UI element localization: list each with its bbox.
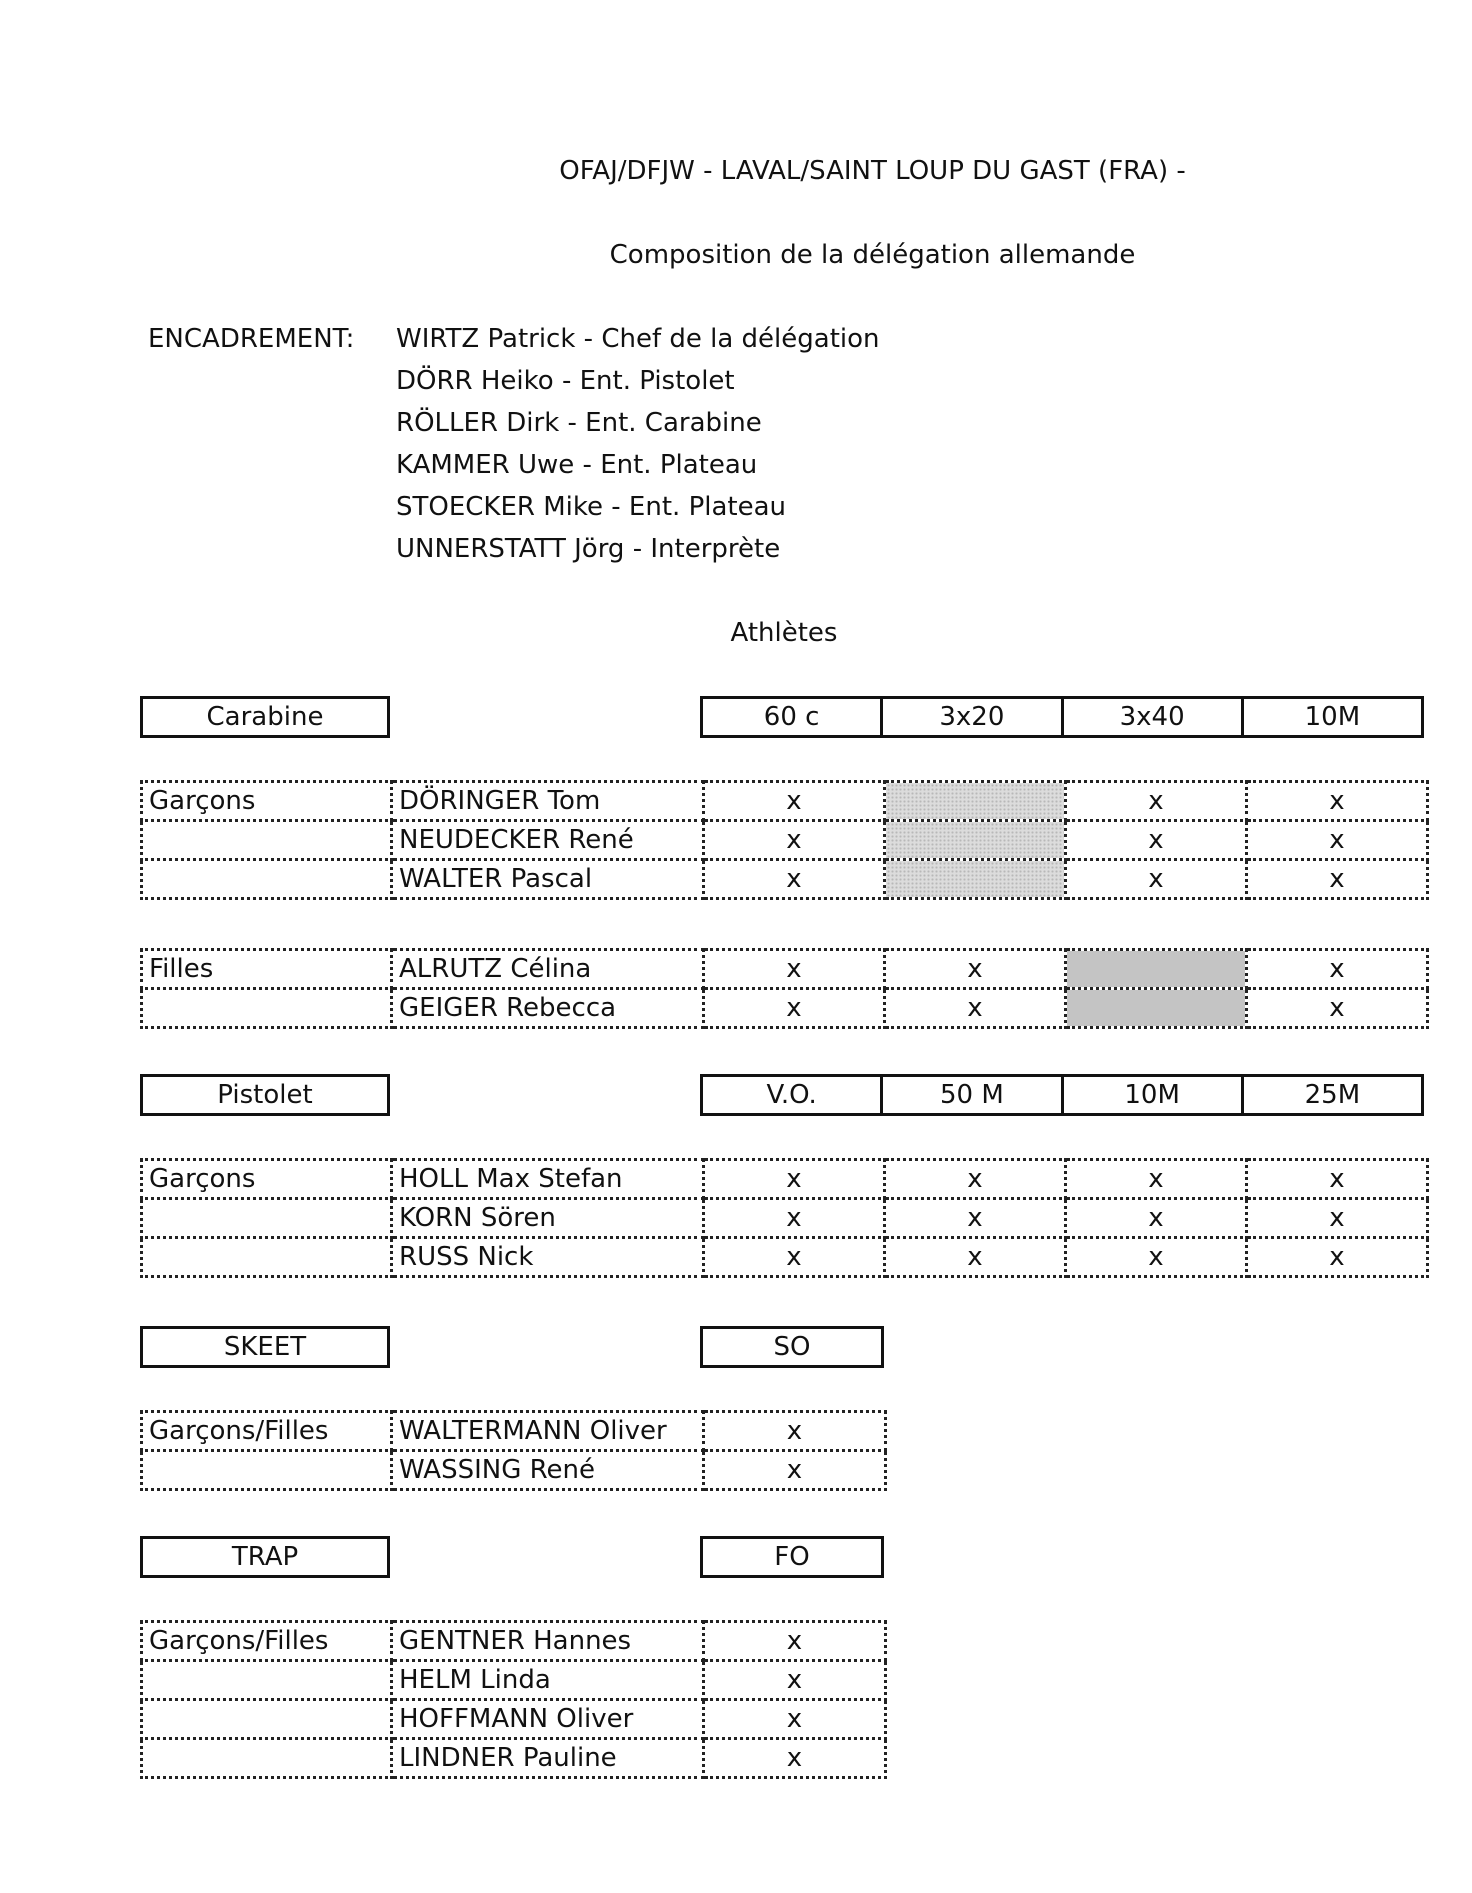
mark-cell: x <box>704 860 885 899</box>
group-label-empty <box>142 1238 392 1277</box>
group-label: Garçons <box>142 1160 392 1199</box>
carabine-col-header: 3x20 <box>880 699 1060 735</box>
mark-cell-shaded <box>1066 950 1247 989</box>
mark-cell: x <box>704 1739 886 1778</box>
mark-cell: x <box>885 950 1066 989</box>
group-label-empty <box>142 860 392 899</box>
group-label-empty <box>142 1199 392 1238</box>
pistolet-col-header: 50 M <box>880 1077 1060 1113</box>
mark-cell: x <box>704 1238 885 1277</box>
mark-cell: x <box>1247 860 1428 899</box>
group-label-empty <box>142 1661 392 1700</box>
group-label-empty <box>142 989 392 1028</box>
table-row <box>142 1412 886 1451</box>
athlete-name: HELM Linda <box>392 1661 704 1700</box>
skeet-col-header: SO <box>773 1332 811 1362</box>
carabine-columns-header <box>700 696 1424 738</box>
pistolet-title-box <box>140 1074 390 1116</box>
mark-cell: x <box>1066 821 1247 860</box>
group-label-empty <box>142 1739 392 1778</box>
skeet-title-box <box>140 1326 390 1368</box>
table-row <box>142 1661 886 1700</box>
carabine-title: Carabine <box>206 702 324 732</box>
athlete-name: WASSING René <box>392 1451 704 1490</box>
athlete-name: RUSS Nick <box>392 1238 704 1277</box>
group-label: Filles <box>142 950 392 989</box>
page-title: OFAJ/DFJW - LAVAL/SAINT LOUP DU GAST (FRA) - <box>559 156 1186 186</box>
mark-cell-shaded <box>885 782 1066 821</box>
staff-member: KAMMER Uwe - Ent. Plateau <box>396 450 758 480</box>
mark-cell: x <box>704 1451 886 1490</box>
carabine-col-header: 10M <box>1241 699 1421 735</box>
mark-cell: x <box>1066 860 1247 899</box>
mark-cell: x <box>885 1199 1066 1238</box>
pistolet-garcons-table <box>140 1158 1429 1278</box>
mark-cell: x <box>1247 1160 1428 1199</box>
page-subtitle: Composition de la délégation allemande <box>609 240 1136 270</box>
staff-member: RÖLLER Dirk - Ent. Carabine <box>396 408 762 438</box>
mark-cell: x <box>1066 1238 1247 1277</box>
table-row <box>142 821 1428 860</box>
carabine-garcons-table <box>140 780 1429 900</box>
mark-cell: x <box>1066 782 1247 821</box>
mark-cell: x <box>704 989 885 1028</box>
table-row <box>142 1160 1428 1199</box>
mark-cell: x <box>1247 1238 1428 1277</box>
group-label: Garçons/Filles <box>142 1412 392 1451</box>
group-label-empty <box>142 1700 392 1739</box>
mark-cell: x <box>704 1160 885 1199</box>
trap-table <box>140 1620 887 1779</box>
mark-cell: x <box>1066 1199 1247 1238</box>
mark-cell: x <box>704 1622 886 1661</box>
skeet-table <box>140 1410 887 1491</box>
staff-member: DÖRR Heiko - Ent. Pistolet <box>396 366 735 396</box>
table-row <box>142 860 1428 899</box>
table-row <box>142 1700 886 1739</box>
staff-label: ENCADREMENT: <box>148 324 355 354</box>
carabine-title-box <box>140 696 390 738</box>
table-row <box>142 782 1428 821</box>
trap-title-box <box>140 1536 390 1578</box>
mark-cell-shaded <box>885 821 1066 860</box>
mark-cell: x <box>704 1700 886 1739</box>
trap-columns-header <box>700 1536 884 1578</box>
staff-member: STOECKER Mike - Ent. Plateau <box>396 492 786 522</box>
mark-cell-shaded <box>885 860 1066 899</box>
athlete-name: WALTER Pascal <box>392 860 704 899</box>
carabine-filles-table <box>140 948 1429 1029</box>
table-row <box>142 1739 886 1778</box>
pistolet-col-header: 25M <box>1241 1077 1421 1113</box>
athlete-name: HOFFMANN Oliver <box>392 1700 704 1739</box>
table-row <box>142 1238 1428 1277</box>
pistolet-columns-header <box>700 1074 1424 1116</box>
pistolet-col-header: V.O. <box>766 1080 817 1110</box>
group-label-empty <box>142 821 392 860</box>
pistolet-col-header: 10M <box>1061 1077 1241 1113</box>
staff-member: UNNERSTATT Jörg - Interprète <box>396 534 781 564</box>
mark-cell: x <box>1247 1199 1428 1238</box>
athlete-name: ALRUTZ Célina <box>392 950 704 989</box>
table-row <box>142 989 1428 1028</box>
athlete-name: WALTERMANN Oliver <box>392 1412 704 1451</box>
mark-cell: x <box>704 1661 886 1700</box>
carabine-col-header: 60 c <box>763 702 820 732</box>
mark-cell: x <box>885 1238 1066 1277</box>
skeet-columns-header <box>700 1326 884 1368</box>
group-label: Garçons <box>142 782 392 821</box>
group-label-empty <box>142 1451 392 1490</box>
mark-cell: x <box>704 782 885 821</box>
table-row <box>142 1451 886 1490</box>
skeet-title: SKEET <box>223 1332 307 1362</box>
trap-col-header: FO <box>774 1542 810 1572</box>
athlete-name: LINDNER Pauline <box>392 1739 704 1778</box>
athlete-name: GENTNER Hannes <box>392 1622 704 1661</box>
mark-cell: x <box>1066 1160 1247 1199</box>
athletes-heading: Athlètes <box>730 618 838 648</box>
staff-member: WIRTZ Patrick - Chef de la délégation <box>396 324 880 354</box>
athlete-name: HOLL Max Stefan <box>392 1160 704 1199</box>
trap-title: TRAP <box>231 1542 299 1572</box>
mark-cell: x <box>885 1160 1066 1199</box>
carabine-col-header: 3x40 <box>1061 699 1241 735</box>
table-row <box>142 950 1428 989</box>
mark-cell: x <box>1247 950 1428 989</box>
athlete-name: DÖRINGER Tom <box>392 782 704 821</box>
table-row <box>142 1199 1428 1238</box>
athlete-name: KORN Sören <box>392 1199 704 1238</box>
mark-cell: x <box>704 1199 885 1238</box>
group-label: Garçons/Filles <box>142 1622 392 1661</box>
athlete-name: NEUDECKER René <box>392 821 704 860</box>
mark-cell: x <box>704 950 885 989</box>
mark-cell: x <box>704 821 885 860</box>
athlete-name: GEIGER Rebecca <box>392 989 704 1028</box>
mark-cell: x <box>1247 989 1428 1028</box>
mark-cell: x <box>885 989 1066 1028</box>
mark-cell-shaded <box>1066 989 1247 1028</box>
table-row <box>142 1622 886 1661</box>
mark-cell: x <box>1247 782 1428 821</box>
mark-cell: x <box>1247 821 1428 860</box>
mark-cell: x <box>704 1412 886 1451</box>
pistolet-title: Pistolet <box>217 1080 313 1110</box>
